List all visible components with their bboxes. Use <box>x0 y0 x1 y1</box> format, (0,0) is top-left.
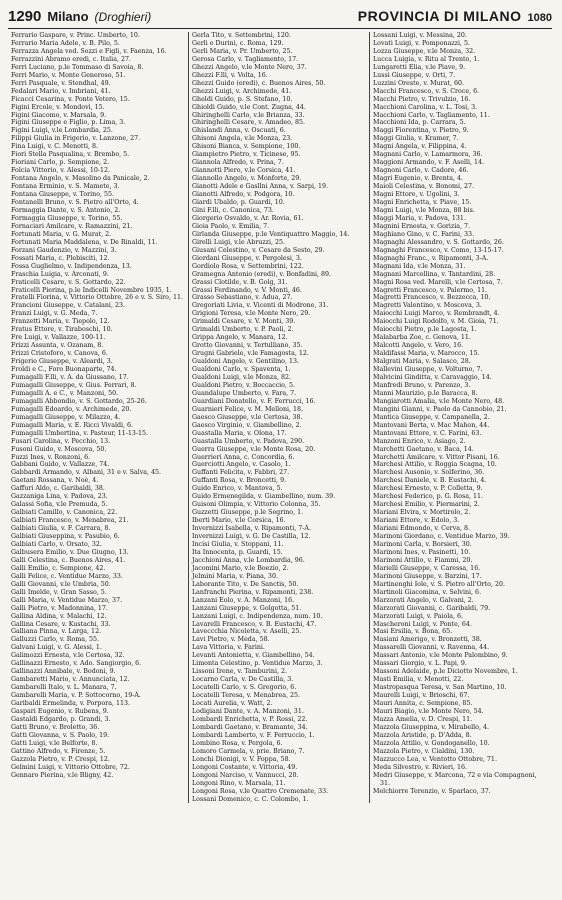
listing-entry: Mantica Giuseppe, v. Campanella, 2. <box>373 413 490 421</box>
listing-entry: Marinoni Giuseppe, v. Barzini, 17. <box>373 572 482 580</box>
listing-entry: Gabbardi Armando, v. Albani, 31 e v. Salva, 45. <box>11 469 162 477</box>
listing-entry: Jacchioni Anna, v.le Lombardia, 96. <box>192 556 305 564</box>
listing-entry: Guerrieri Anna, c. Concordia, 6. <box>192 453 295 461</box>
listing-entry: Gallina Cesare, v. Kustachi, 33. <box>11 620 111 628</box>
listing-entry: Lissoni Irene, v. Tamburini, 2. <box>192 668 287 676</box>
listing-entry: Lozza Giuseppe, v.le Monza, 32. <box>373 47 476 55</box>
listing-entry: Gallinazzi Annibale, v. Bodoni, 9. <box>11 668 116 676</box>
listing-entry: Mascheroni Luigi, v. Ponte, 64. <box>373 620 472 628</box>
listing-entry: Gerli e Durini, c. Roma, 129. <box>192 39 284 47</box>
listing-entry: Ghislandi Anna, v. Oscuati, 6. <box>192 127 286 135</box>
listing-entry: Fusari Carolina, v. Pecchio, 13. <box>11 437 111 445</box>
listing-entry: Guardiani Donatello, v. F. Ferrucci, 16. <box>192 397 316 405</box>
city-name: Milano <box>47 9 89 24</box>
listing-entry: Grigioni Teresa, v.le Monte Nero, 29. <box>192 310 311 318</box>
listing-entry: Maghiano Gino, v. C. Farini, 33. <box>373 230 475 238</box>
listing-entry: Magnaghi Franc., v. Ripamonti, 3-A. <box>373 254 489 262</box>
listing-entry: Fedalari Mario, v. Imbriani, 41. <box>11 87 111 95</box>
province-title: PROVINCIA DI MILANO <box>357 8 522 24</box>
listing-entry: Mangiarotti Amalia, v.le Monte Nero, 48. <box>373 397 505 405</box>
section-name: (Droghieri) <box>94 10 152 24</box>
listing-entry: Ghioldi Guido, v.le Cont. Zugna, 44. <box>192 103 306 111</box>
listing-entry: Mantovani Berta, v. Mac Mahon, 44. <box>373 421 490 429</box>
listing-entry: Froldi e C., Foro Buonaparte, 74. <box>11 366 117 374</box>
listing-entry: Ferri Mario, v. Monte Generoso, 51. <box>11 71 126 79</box>
listing-entry: Locati Aurelia, v. Watt, 2. <box>192 700 273 708</box>
listing-entry: Marchetti Amilcare, v. Vittor Pisani, 16. <box>373 453 500 461</box>
listing-entry: Fiori Stella Pasqualina, v. Brembo, 5. <box>11 151 130 159</box>
listing-entry: Gatti Bruno, v. Broletto, 36. <box>11 723 100 731</box>
listing-entry: Mangini Gianni, v. Paolo da Cannobio, 21. <box>373 405 507 413</box>
listing-entry: Mazzola Pietro, v. Cialdini, 130. <box>373 747 475 755</box>
listing-entry: Guastalla Umberto, v. Padova, 290. <box>192 437 305 445</box>
listing-entry: Garibaldi Ermelinda, v. Porpora, 113. <box>11 700 131 708</box>
page-number-right: 1080 <box>527 12 552 24</box>
listing-entry: Medri Giuseppe, v. Marcona, 72 e via Compagnoni, 31. <box>373 771 537 787</box>
listing-entry: Guzzetti Giuseppe, p.le Segrino, 1. <box>192 509 304 517</box>
listing-entry: Galliana Pinna, v. Larga, 12. <box>11 628 102 636</box>
listing-entry: Guido Ermenegilda, v. Giambellino, num. 39. <box>192 493 336 501</box>
listing-entry: Magni Rosa ved. Marelli, v.le Certosa, 7. <box>373 278 503 286</box>
listing-entry: Fusoni Guido, v. Moscova, 50. <box>11 445 107 453</box>
listing-entry: Jelmini Maria, v. Piana, 30. <box>192 572 278 580</box>
listing-entry: Macchi Pietro, v. Trivulzio, 16. <box>373 95 471 103</box>
listing-entry: Lavarelli Francesco, v. B. Eustachi, 47. <box>192 620 317 628</box>
listing-entry: Longoni Rino, v. Marsala, 11. <box>192 779 286 787</box>
listing-entry: Gualdoni Luigi, v.le Monza, 82. <box>192 373 291 381</box>
listing-entry: Ghiringhelli Cesare, v. Amadeo, 85. <box>192 119 305 127</box>
listing-entry: Galli Emilio, c. Sempione, 42. <box>11 564 106 572</box>
listing-entry: Fornaciari Amilcare, v. Ramazzini, 21. <box>11 222 133 230</box>
listing-entry: Locatelli Teresa, v. Menabrea, 25. <box>192 692 301 700</box>
listing-entry: Galbiati Giulia, v. F. Carrara, 8. <box>11 525 111 533</box>
listing-entry: Giannola Alfredo, v. Prina, 7. <box>192 159 284 167</box>
listing-entry: Gaspari Eugenio, v. Rubens, 9. <box>11 708 109 716</box>
listing-entry: Marinoni Ines, v. Pasinetti, 10. <box>373 548 471 556</box>
listing-entry: Gheldi Guido, p. S. Stefano, 10. <box>192 95 293 103</box>
listing-entry: Fre Luigi, v. Vallazze, 100-11. <box>11 334 106 342</box>
listing-entry: Magni Ettore, v. Ugolini, 3. <box>373 191 460 199</box>
listing-entry: Lanzani Eolo, v. A. Manzoni, 16. <box>192 596 295 604</box>
listing-entry: Gambarelli Maria, v. P. Sottocorno, 19-A. <box>11 692 141 700</box>
listing-entry: Mariani Edmondo, v. Cerva, 8. <box>373 525 471 533</box>
listing-entry: Frigerio Giuseppe, v. Aleardi, 3. <box>11 358 113 366</box>
listing-entry: Grugni Gabriele, v.le Famagosta, 12. <box>192 350 309 358</box>
listing-entry: Giampietro Pietro, v. Ticinese, 95. <box>192 151 301 159</box>
listing-entry: Fossa Guglielmo, v. Indipendenza, 13. <box>11 262 132 270</box>
listing-entry: Ghezzi F.lli, v. Volta, 16. <box>192 71 268 79</box>
listing-entry: Gambaretti Mario, v. Annunciata, 12. <box>11 676 130 684</box>
listing-column-3 <box>370 32 551 803</box>
listing-entry: Gabbani Guido, v. Vallazze, 74. <box>11 461 110 469</box>
listing-entry: Magni Enrichetta, v. Piave, 15. <box>373 199 472 207</box>
listing-entry: Fumagalli Giuseppe, v. Milazzo, 4. <box>11 413 121 421</box>
listing-entry: Gatti Luigi, v.le Belforte, 8. <box>11 739 98 747</box>
listing-entry: Guandalupe Umberto, v. Fara, 7. <box>192 389 297 397</box>
listing-entry: Macchioni Carlo, v. Tagliamento, 11. <box>373 111 490 119</box>
listing-entry: Fraticelli Pierina, p.le Indicelli Novembre 1935, 1. <box>11 286 172 294</box>
listing-entry: Mastropasqua Teresa, v. San Martino, 10. <box>373 684 507 692</box>
listing-entry: Marchetti Gaetano, v. Baca, 14. <box>373 445 474 453</box>
listing-entry: Marchesi Emilio, v. Piermarini, 2. <box>373 501 480 509</box>
listing-entry: Gerli Maria, v. Pr. Umberto, 25. <box>192 47 293 55</box>
listing-entry: Mariani Elvira, v. Mortirolo, 2. <box>373 509 471 517</box>
listing-entry: Figini Giacomo, v. Marsala, 9. <box>11 111 107 119</box>
listing-entry: Gazzola Pietro, v. P. Crespi, 12. <box>11 755 110 763</box>
listing-entry: Galbusera Emilio, v. Due Giugno, 13. <box>11 548 129 556</box>
listing-entry: Macchioni Carolina, v. L. Tosi, 3. <box>373 103 478 111</box>
listing-entry: Gordiolo Rosa, v. Settembrini, 122. <box>192 262 304 270</box>
listing-entry: Maggi Fiorentina, v. Pietro, 9. <box>373 127 469 135</box>
listing-entry: Magretti Francesco, v. Palermo, 11. <box>373 286 488 294</box>
listing-entry: Massari Antonio, v.le Monte Palombino, 9. <box>373 652 508 660</box>
listing-entry: Maurelli Luigi, v. Brioschi, 67. <box>373 692 470 700</box>
listing-entry: Fortunati Maria, v. G. Murat, 2. <box>11 230 112 238</box>
listing-entry: Meda Silvestro, v. Rivieri, 16. <box>373 763 468 771</box>
listing-entry: Ferrario Maria Adele, v. B. Pilo, 5. <box>11 39 120 47</box>
listing-entry: Marchesi Ausonio, v. Solferino, 36. <box>373 469 485 477</box>
listing-entry: Gastaldi Edgardo, p. Grandi, 3. <box>11 715 111 723</box>
listing-entry: Gianotti Alfredo, v. Podgora, 10. <box>192 191 295 199</box>
listing-entry: Magnani Carlo, v. Lamarmora, 36. <box>373 151 483 159</box>
listing-entry: Marzorati Angelo, v. Galvani, 2. <box>373 596 474 604</box>
listing-entry: Galli Pietro, v. Madonnina, 17. <box>11 604 108 612</box>
listing-entry: Gianotti Adele e Gasllni Anna, v. Sarpi, 19. <box>192 183 328 191</box>
listing-entry: Guffanti Felicita, v. Fabbri, 27. <box>192 469 290 477</box>
listing-entry: Ghezzi Guido (eredi), c. Buenos Aires, 50. <box>192 79 326 87</box>
listing-entry: Gaesco Giuseppe, v.le Certosa, 38. <box>192 413 303 421</box>
listing-entry: Martinoli Giacomina, v. Selvini, 6. <box>373 588 482 596</box>
listing-entry: Guffanti Rosa, v. Broncetti, 9. <box>192 477 287 485</box>
listing-entry: Ghiringhelli Carlo, v.le Brianza, 33. <box>192 111 305 119</box>
listing-entry: Locarno Carla, v. De Castilla, 3. <box>192 676 294 684</box>
listing-entry: Maiocchi Pietro, p.le Lagosta, 1. <box>373 326 477 334</box>
listing-entry: Manni Maurizio, p.le Baracca, 8. <box>373 389 478 397</box>
listing-entry: Franzi Luigi, v. G. Meda, 7. <box>11 310 98 318</box>
header-right <box>358 8 552 24</box>
listing-entry: Ita Innocenta, p. Guardi, 15. <box>192 548 283 556</box>
listing-entry: Maldifassi Maria, v. Marocco, 15. <box>373 350 480 358</box>
listing-entry: Mazzola Aristide, p. D'Adda, 8. <box>373 731 472 739</box>
listing-entry: Magnaghi Francesco, v. Como, 13-15-17. <box>373 246 504 254</box>
listing-entry: Mauri Annita, c. Sempione, 85. <box>373 700 473 708</box>
listing-entry: Masi Ersilia, v. Bona, 65. <box>373 628 453 636</box>
listing-entry: Massari Giorgio, v. L. Papi, 9. <box>373 660 467 668</box>
listing-entry: Fontana Giuseppe, v. Torino, 55. <box>11 191 115 199</box>
listing-entry: Magretti Valentino, v. Moscova, 3. <box>373 302 482 310</box>
listing-entry: Lodigiani Dante, v. A. Manzoni, 31. <box>192 708 304 716</box>
listing-entry: Mallevini Giuseppe, v. Volturno, 7. <box>373 366 483 374</box>
listing-entry: Magnaghi Alessandro, v. S. Gottardo, 26. <box>373 238 504 246</box>
listing-entry: Fioriani Carlo, p. Sempione, 2. <box>11 159 110 167</box>
listing-entry: Fontanelli Bruno, v. S. Pietro all'Orto, 4. <box>11 199 139 207</box>
listing-entry: Marinoni Giordano, c. Ventidue Marzo, 39. <box>373 533 510 541</box>
listing-entry: Galli Maria, v. Ventidue Marzo, 37. <box>11 596 123 604</box>
listing-entry: Grassi Ferdinando, v. V. Monti, 46. <box>192 286 302 294</box>
listing-entry: Maioli Celestina, v. Bonomi, 27. <box>373 183 474 191</box>
listing-entry: Incisi Giulia, v. Stoppani, 11. <box>192 541 284 548</box>
listing-entry: Lonchi Dionigi, v. V. Foppa, 58. <box>192 755 291 763</box>
listing-entry: Lava Vittoria, v. Farini. <box>192 644 265 652</box>
listing-entry: Fumagalli Umbertina, v. Pasteur, 11-13-15. <box>11 429 149 437</box>
listing-entry: Fuzzi Ines, v. Ronzoni, 6. <box>11 453 91 461</box>
listing-entry: Galluzzi Carlo, v. Roma, 55. <box>11 636 99 644</box>
listing-entry: Longoni Costante, v. Vittoria, 49. <box>192 763 298 771</box>
listing-entry: Grotto Giovanni, v. Tertulliano, 35. <box>192 342 303 350</box>
listing-entry: Lossani Luigi, v. Messina, 20. <box>373 32 467 39</box>
listing-entry: Marzorati Giovanni, c. Garibaldi, 79. <box>373 604 491 612</box>
listing-entry: Lungaretti Elia, v.le Piave, 9. <box>373 63 466 71</box>
listing-entry: Fumagalli Maria, v. E. Ricci Vivaldi, 6. <box>11 421 134 429</box>
listing-entry: Francioni Giuseppe, v. Catalani, 23. <box>11 302 125 310</box>
listing-entry: Lovati Luigi, v. Pomponazzi, 5. <box>373 39 470 47</box>
listing-entry: Ghisoni Angela, v.le Monza, 23. <box>192 135 293 143</box>
listing-entry: Malvicini Ginditta, v. Caravaggio, 14. <box>373 373 492 381</box>
listing-entry: Frizzi Cristoforo, v. Canova, 6. <box>11 350 108 358</box>
listing-entry: Galli Celestina, c. Buenos Aires, 41. <box>11 556 126 564</box>
listing-entry: Lanzani Luigi, c. Indipendenza, num. 10. <box>192 612 323 620</box>
listing-entry: Melchiorre Terenzio, v. Sparlaco, 37. <box>373 787 491 795</box>
listing-entry: Fontana Erminio, v. S. Mamete, 3. <box>11 183 120 191</box>
listing-entry: Masiani Amerigo, v. Bronzetti, 38. <box>373 636 482 644</box>
header-left <box>8 8 151 25</box>
listing-entry: Mazza Amelia, v. D. Crespi, 11. <box>373 715 473 723</box>
listing-entry: Gennaro Pierina, v.le Bligny, 42. <box>11 771 114 779</box>
listing-entry: Guido Enrico, v. Mantova, 5. <box>192 485 283 493</box>
listing-entry: Gaesco Virginio, v. Giambellino, 2. <box>192 421 302 429</box>
listing-entry: Gini F.lli, c. Canonica, 73. <box>192 206 274 214</box>
listing-entry: Guerciotti Angelo, v. Casolo, 1. <box>192 461 291 469</box>
page-number-left: 1290 <box>8 8 42 25</box>
listing-entry: Lanzani Giuseppe, v. Golgotta, 51. <box>192 604 302 612</box>
listing-entry: Gerosa Carlo, v. Tagliamento, 17. <box>192 55 299 63</box>
listing-entry: Masti Emilia, v. Menotti, 22. <box>373 676 464 684</box>
listing-entry: Lussi Giuseppe, v. Orti, 7. <box>373 71 456 79</box>
listing-entry: Marielli Giuseppe, v. Caressa, 16. <box>373 564 481 572</box>
listing-entry: Figini Luigi, v.le Lombardia, 25. <box>11 127 113 135</box>
listing-entry: Fumagalli Edoardo, v. Archimede, 20. <box>11 405 132 413</box>
listing-entry: Grippa Angelo, v. Manara, 12. <box>192 334 288 342</box>
listing-entry: Gregoriati Livia, v. Vicenti di Modrone, 31. <box>192 302 329 310</box>
listing-entry: Figini Ercole, v. Mondovì, 15. <box>11 103 105 111</box>
listing-entry: Ferrazza Angela ved. Sozzi e Figli, v. Faenza, 16. <box>11 47 167 55</box>
listing-entry: Iberti Mario, v.le Corsica, 16. <box>192 517 286 525</box>
listing-entry: Laveccchia Nicoletta, v. Aselli, 25. <box>192 628 302 636</box>
listing-entry: Gelmini Luigi, v. Vittorio Ottobre, 72. <box>11 763 130 771</box>
listing-entry: Magnoni Carlo, v. Cadore, 46. <box>373 167 469 175</box>
listing-entry: Ferri Luciano, p.le Tommaso di Savoia, 8. <box>11 63 144 71</box>
listing-entry: Ghezzi Angelo, v.le Monte Nero, 37. <box>192 63 307 71</box>
listing-entry: Lombardi Enrichetta, v. P. Rossi, 22. <box>192 715 308 723</box>
listing-entry: Mantovani Ettore, v. C. Farini, 63. <box>373 429 482 437</box>
listing-entry: Gallinazzi Ernesto, v. Ado. Sangiorgio, 6. <box>11 660 142 668</box>
listing-column-2 <box>189 32 370 803</box>
listing-entry: Ferrazzini Abramo eredi, c. Italia, 27. <box>11 55 131 63</box>
listing-entry: Guerra Giuseppe, v.le Monte Rosa, 20. <box>192 445 316 453</box>
listing-entry: Gallina Aldina, v. Malachi, 12. <box>11 612 107 620</box>
listing-entry: Lomoro Carmela, v. prie. Briano, 7. <box>192 747 305 755</box>
listing-entry: Gramegna Antonio (eredi), v. Bonfadini, 89. <box>192 270 332 278</box>
listing-entry: Mazzola Giuseppina, v. Mirabello, 4. <box>373 723 489 731</box>
listing-entry: Invernizzi Luigi, v. G. De Castilla, 12. <box>192 533 311 541</box>
listing-entry: Gazzaniga Lina, v. Padova, 23. <box>11 493 108 501</box>
listing-entry: Gattino Alfredo, v. Firenze, 5. <box>11 747 106 755</box>
listing-entry: Guarnieri Felice, v. M. Melloni, 18. <box>192 405 304 413</box>
listing-entry: Fraschia Luigia, v. Arconati, 9. <box>11 270 109 278</box>
listing-entry: Ghezzi Luigi, v. Archimede, 41. <box>192 87 292 95</box>
listing-entry: Galbiati Camillo, v. Canonica, 22. <box>11 509 118 517</box>
listing-entry: Longoni Narciso, v. Vannucci, 20. <box>192 771 299 779</box>
listing-entry: Franzetti Maria, v. Tiepolo, 12. <box>11 318 110 326</box>
listing-entry: Macchi Francesco, v. S. Croce, 6. <box>373 87 480 95</box>
listing-entry: Fratus Ettore, v. Tiraboschi, 10. <box>11 326 113 334</box>
listing-entry: Figini Giuseppe e Figlio, p. Lima, 3. <box>11 119 126 127</box>
listing-entry: Lombardi Lamberto, v. F. Ferruccio, 1. <box>192 731 315 739</box>
listing-entry: Luzzini Oreste, v. Murat, 60. <box>373 79 464 87</box>
listing-entry: Marzorati Luigi, v. Paiola, 6. <box>373 612 464 620</box>
listing-entry: Manzoni Enrico, v. Asiago, 2. <box>373 437 466 445</box>
listing-entry: Grimaldi Umberto, v. P. Paoli, 2. <box>192 326 294 334</box>
listing-entry: Gatti Giovanna, v. S. Paolo, 19. <box>11 731 110 739</box>
listing-entry: Girelli Luigi, v.le Abruzzi, 25. <box>192 238 285 246</box>
listing-entry: Martinenghi Iole, v. S. Pietro all'Orto, 20. <box>373 580 505 588</box>
listing-entry: Lavi Pietro, v. Meda, 58. <box>192 636 270 644</box>
listing-entry: Fumagalli A. e C., v. Manzoni, 50. <box>11 389 119 397</box>
listing-entry: Maiocchi Luigi Marco, v. Rembrandt, 4. <box>373 310 500 318</box>
listing-entry: Maiocchi Luigi Rodolfo, v. M. Gioia, 71. <box>373 318 499 326</box>
listing-entry: Maggi Maria, v. Padova, 131. <box>373 214 466 222</box>
listing-entry: Fossati Maria, c. Plebisciti, 12. <box>11 254 110 262</box>
listing-entry: Fumagalli Giuseppe, v. Gius. Ferrari, 8. <box>11 381 137 389</box>
listing-entry: Maggioni Armando, v. F. Aselli, 14. <box>373 159 485 167</box>
listing-entry: Forzani Gaudenzio, v. Mazzini, 3. <box>11 246 117 254</box>
listing-entry: Marinoni Attilio, v. Fiammi, 20. <box>373 556 473 564</box>
listing-entry: Galbiati Giuseppina, v. Pasubio, 6. <box>11 533 120 541</box>
listing-entry: Fina Luigi, v. C. Menotti, 8. <box>11 143 99 151</box>
listing-entry: Lucca Luigia, v. Ritu al Trento, 1. <box>373 55 480 63</box>
listing-entry: Macchioni Ida, p. Carrara, 5. <box>373 119 466 127</box>
page-header <box>8 8 552 29</box>
listing-entry: Galbiati Carlo, v. Orsato, 32. <box>11 541 102 548</box>
listing-entry: Galli Giovanni, v.le Umbria, 50. <box>11 580 111 588</box>
listing-entry: Magni Angela, v. Filippina, 4. <box>373 143 467 151</box>
listing-entry: Lombardi Gaetano, v. Bramante, 34. <box>192 723 308 731</box>
listing-entry: Marchesi Attilio, v. Roggia Scagna, 10. <box>373 461 497 469</box>
listing-entry: Grasso Sebastiano, v. Adua, 27. <box>192 294 293 302</box>
listing-entry: Manfredi Bruno, v. Parenzo, 3. <box>373 381 471 389</box>
listing-entry: Grassi Clotilde, v. B. Golg, 31. <box>192 278 288 286</box>
listing-entry: Gaetani Rossana, v. Noè, 4. <box>11 477 99 485</box>
listing-entry: Fontana Angelo, v. Masolino da Panicale, 2. <box>11 175 150 183</box>
listing-entry: Lombino Rosa, v. Pergola, 6. <box>192 739 283 747</box>
listing-entry: Lossani Domenico, c. C. Colombo, 1. <box>192 795 309 803</box>
listing-entry: Marinoni Carla, v. Borsieri, 30. <box>373 541 472 548</box>
listing-entry: Maggi Giulia, v. Kramer, 7. <box>373 135 459 143</box>
listing-entry: Magnani Ida, v.le Monza, 31. <box>373 262 466 270</box>
listing-entry: Levanti Antonietta, v. Giambellino, 54. <box>192 652 315 660</box>
listing-entry: Gioia Paolo, v. Emilia, 7. <box>192 222 270 230</box>
listing-entry: Formaggia Giuseppe, v. Torino, 55. <box>11 214 123 222</box>
listing-entry: Mazzucco Lea, v. Ventotto Ottobre, 71. <box>373 755 497 763</box>
listing-entry: Gambarelli Italo, v. L. Manara, 7. <box>11 684 117 692</box>
listing-entry: Gualdoni Angelo, v. Gentilino, 13. <box>192 358 299 366</box>
listing-entry: Ferrario Gaspare, v. Princ. Umberto, 10. <box>11 32 140 39</box>
listing-entry: Formaggia Dante, v. S. Antonio, 2. <box>11 206 121 214</box>
listing-entry: Magretti Francesco, v. Bezzecca, 10. <box>373 294 491 302</box>
listing-entry: Mazzola Attilio, v. Gondoganello, 10. <box>373 739 490 747</box>
listing-entry: Giannollo Angelo, v. Monforte, 29. <box>192 175 302 183</box>
listing-entry: Girlanda Giuseppe, p.le Ventiquattro Maggio, 14. <box>192 230 350 238</box>
listing-entry: Marchesi Federico, p. G. Rosa, 11. <box>373 493 483 501</box>
listing-entry: Galbiati Francesco, v. Menabrea, 21. <box>11 517 129 525</box>
listing-entry: Gualdoni Pietro, v. Boccaccio, 5. <box>192 381 295 389</box>
listing-entry: Magni Luigi, v.le Monza, 88 bis. <box>373 206 475 214</box>
listing-entry: Folcia Vittorio, v. Alessi, 10-12. <box>11 167 110 175</box>
listing-entry: Giardi Ubaldo, p. Guardi, 10. <box>192 199 285 207</box>
listing-entry: Locatelli Carlo, v. S. Gregorio, 6. <box>192 684 297 692</box>
listing-entry: Gualdoni Carlo, v. Spaventa, 1. <box>192 366 291 374</box>
listing-entry: Ferri Pasquale, v. Stendhal, 49. <box>11 79 111 87</box>
listing-entry: Malgrati Maria, v. Salasco, 28. <box>373 358 471 366</box>
listing-entry: Giannotti Piero, v.le Corsica, 41. <box>192 167 296 175</box>
listing-entry: Galli Felice, c. Ventidue Marzo, 33. <box>11 572 123 580</box>
listing-entry: Magri Eugenio, v. Brenta, 4. <box>373 175 464 183</box>
listing-entry: Grimaldi Cesare, v. V. Monti, 39. <box>192 318 296 326</box>
listing-entry: Mariani Ettore, v. Edolo, 3. <box>373 517 460 525</box>
listing-entry: Invernizzi Isabella, v. Ripamonti, 7-A. <box>192 525 311 533</box>
listing-entry: Marchesi Ernesto, v. P. Colletta, 9. <box>373 485 483 493</box>
listing-entry: Gaffuri Aldo, c. Garibaldi, 38. <box>11 485 105 493</box>
listing-entry: Guisoni Olimpia, v. Vittorio Colonna, 35. <box>192 501 321 509</box>
listing-entry: Laborante Tito, v. De Sanctis, 50. <box>192 580 299 588</box>
listing-entry: Fratelli Fiorina, v. Vittorio Ottobre, 26 e v. S. Siro, 11. <box>11 294 183 302</box>
listing-entry: Galimozzi Ernesta, v.le Certosa, 32. <box>11 652 125 660</box>
listing-entry: Fraticelli Cesare, v. S. Gottardo, 22. <box>11 278 126 286</box>
listing-entry: Fortunati Maria Maddalena, v. De Rinaldi, 11. <box>11 238 158 246</box>
listing-entry: Marchesi Daniele, v. B. Eustachi, 4. <box>373 477 487 485</box>
listing-entry: Fumagalli F.lli, v. A. da Giussano, 17. <box>11 373 129 381</box>
listing-columns <box>8 32 552 803</box>
listing-entry: Galvani Luigi, v. G. Alessi, 1. <box>11 644 102 652</box>
listing-entry: Galassi Sofia, v.le Premuda, 5. <box>11 501 108 509</box>
listing-entry: Frizzi Assunta, v. Ozanam, 8. <box>11 342 104 350</box>
listing-entry: Magnani Marcellina, v. Tantardini, 28. <box>373 270 496 278</box>
listing-entry: Lanfranchi Pierina, v. Ripamonti, 238. <box>192 588 314 596</box>
listing-entry: Massarelli Giovanni, v. Ravenna, 44. <box>373 644 490 652</box>
listing-column-1 <box>8 32 189 803</box>
listing-entry: Giorgerio Osvaldo, v. Ar. Rovia, 61. <box>192 214 304 222</box>
listing-entry: Ghisoni Bianca, v. Sempione, 100. <box>192 143 301 151</box>
listing-entry: Guastalla Maria, v. Olona, 17. <box>192 429 287 437</box>
listing-entry: Fumagalli Abbondio, v. S. Gottardo, 25-26. <box>11 397 147 405</box>
listing-entry: Ficacci Cesarina, v. Ponte Vetero, 15. <box>11 95 130 103</box>
listing-entry: Giusani Celestino, v. Cesare da Sesto, 29. <box>192 246 325 254</box>
listing-entry: Magnini Ernesta, v. Gorizia, 7. <box>373 222 471 230</box>
listing-entry: Malabarba Zoe, c. Genova, 11. <box>373 334 471 342</box>
listing-entry: Gerla Tito, v. Settembrini, 120. <box>192 32 291 39</box>
listing-entry: Galli Imelde, v. Gran Sasso, 5. <box>11 588 107 596</box>
listing-entry: Mauri Biagio, v.le Monte Nero, 54. <box>373 708 484 716</box>
listing-entry: Filippi Giulia in Frigerio, v. Lanzone, 27. <box>11 135 141 143</box>
listing-entry: Jacomini Mario, v.le Boezio, 2. <box>192 564 289 572</box>
listing-entry: Massoni Adelaide, p.le Diciotto Novembre, 1. <box>373 668 518 676</box>
listing-entry: Malcotti Angelo, v. Vero, 16. <box>373 342 464 350</box>
listing-entry: Giordani Giuseppe, v. Pergolesi, 3. <box>192 254 302 262</box>
listing-entry: Limonta Celestino, p. Ventidue Marzo, 3. <box>192 660 323 668</box>
listing-entry: Longoni Rosa, v.le Quattro Cremenate, 33. <box>192 787 329 795</box>
